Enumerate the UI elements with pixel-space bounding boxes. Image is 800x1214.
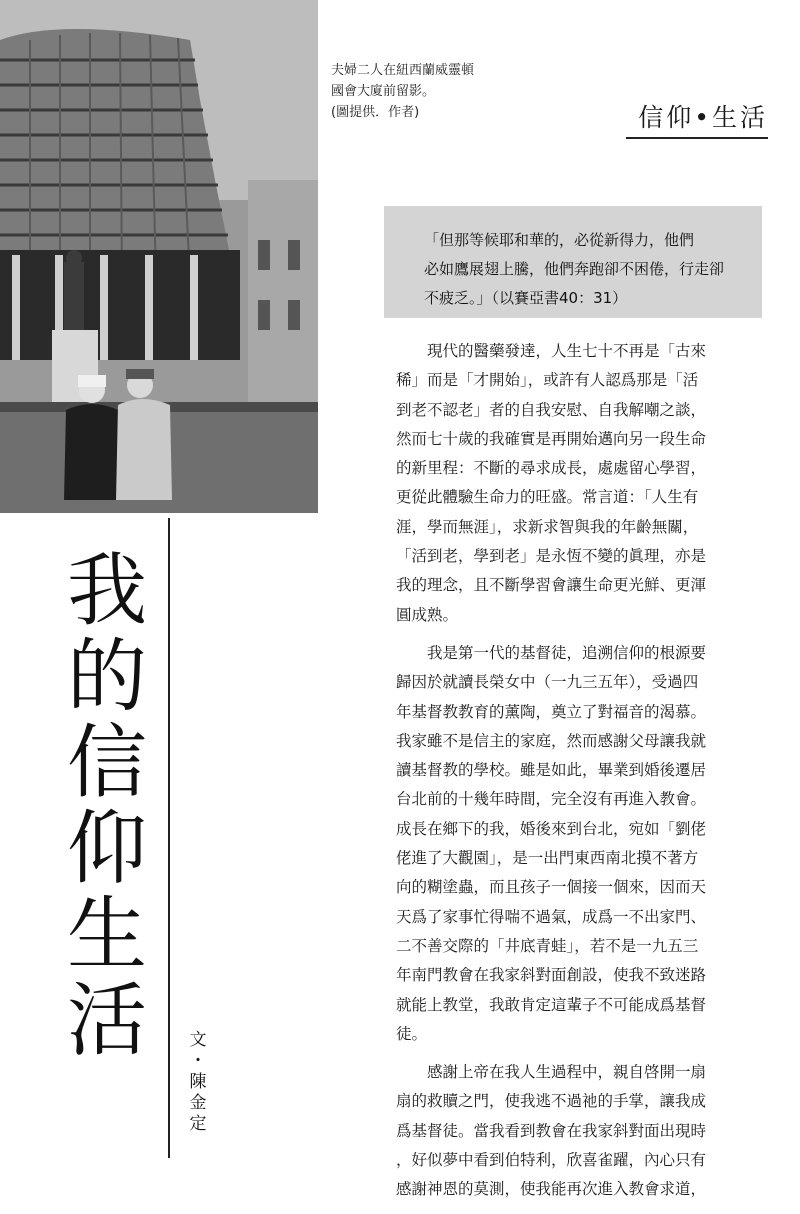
title-char: 生 [67,888,147,981]
body-line: 我的理念，且不斷學習會讓生命更光鮮、更渾 [396,576,707,595]
section-rule [626,137,768,139]
body-line: 讀基督教的學校。雖是如此，畢業到婚後遷居 [396,761,707,780]
body-line: 現代的醫藥發達，人生七十不再是「古來 [427,342,707,360]
paragraph-2 [396,639,758,1049]
section-label: 信仰•生活 [638,103,768,132]
body-line: 爲基督徒。當我看到教會在我家斜對面出現時 [396,1121,707,1140]
article-body [396,337,758,1214]
body-line: 的新里程：不斷的尋求成長，處處留心學習， [396,459,707,478]
title-char: 我 [67,544,147,637]
caption-line: 夫婦二人在紐西蘭威靈頓 [331,63,475,78]
body-line: 徒。 [396,1024,428,1043]
body-line: 台北前的十幾年時間，完全沒有再進入教會。 [396,790,707,809]
paragraph-3 [396,1058,758,1204]
quote-line: 不疲乏。」（以賽亞書40：31） [424,289,628,307]
photo-caption [331,60,531,123]
body-line: 向的糊塗蟲，而且孩子一個接一個來，因而天 [396,878,707,897]
author-char: 文 [189,1030,207,1050]
body-line: 到老不認老」者的自我安慰、自我解嘲之談， [396,400,707,419]
body-line: 就能上教堂，我敢肯定這輩子不可能成爲基督 [396,995,707,1014]
body-line: ，好似夢中看到伯特利，欣喜雀躍，內心只有 [396,1151,707,1170]
body-line: 「活到老，學到老」是永恆不變的眞理，亦是 [396,547,707,566]
quote-line: 「但那等候耶和華的，必從新得力，他們 [424,231,695,249]
body-line: 感謝上帝在我人生過程中，親自啓開一扇 [427,1063,707,1082]
body-line: 天爲了家事忙得喘不過氣，成爲一不出家門、 [396,907,707,926]
body-line: 年基督教教育的薰陶，奠立了對福音的渴慕。 [396,702,707,721]
article-title [62,544,152,1067]
author-char: 陳 [189,1072,207,1092]
title-divider [168,518,170,1158]
body-line: 更從此體驗生命力的旺盛。常言道：「人生有 [396,488,699,507]
body-line: 成長在鄉下的我，婚後來到台北，宛如「劉佬 [396,819,707,838]
paragraph-1 [396,337,758,630]
body-line: 圓成熟。 [396,605,459,624]
body-line: 年南門教會在我家斜對面創設，使我不致迷路 [396,966,707,985]
scripture-quote-box [384,206,762,318]
body-line: 涯，學而無涯」，求新求智與我的年齡無關， [396,517,699,536]
body-line: 我家雖不是信主的家庭，然而感謝父母讓我就 [396,731,707,750]
author-char: 金 [189,1093,207,1113]
title-char: 的 [67,630,147,723]
body-line: 二不善交際的「井底青蛙」，若不是一九五三 [396,936,699,955]
body-line: 扇的救贖之門，使我逃不過祂的手掌，讓我成 [396,1092,707,1111]
title-char: 仰 [67,802,147,895]
body-line: 佬進了大觀園」，是一出門東西南北摸不著方 [396,849,699,868]
caption-line: 國會大廈前留影。 [331,84,436,99]
body-line: 感謝神恩的莫測，使我能再次進入教會求道， [396,1180,707,1199]
body-line: 然而七十歲的我確實是再開始邁向另一段生命 [396,429,707,448]
body-line: 我是第一代的基督徒，追溯信仰的根源要 [427,643,707,662]
author-byline [186,1030,210,1135]
quote-line: 必如鷹展翅上騰，他們奔跑卻不困倦，行走卻 [424,260,725,278]
photo-couple-parliament [0,0,318,513]
body-line: 歸因於就讀長榮女中（一九三五年），受過四 [396,673,699,692]
caption-line: (圖提供．作者) [331,105,420,120]
title-char: 活 [67,974,147,1067]
title-char: 信 [67,716,147,809]
author-char: 定 [189,1114,207,1134]
author-char: ・ [189,1051,207,1071]
body-line: 稀」而是「才開始」，或許有人認爲那是「活 [396,371,699,390]
